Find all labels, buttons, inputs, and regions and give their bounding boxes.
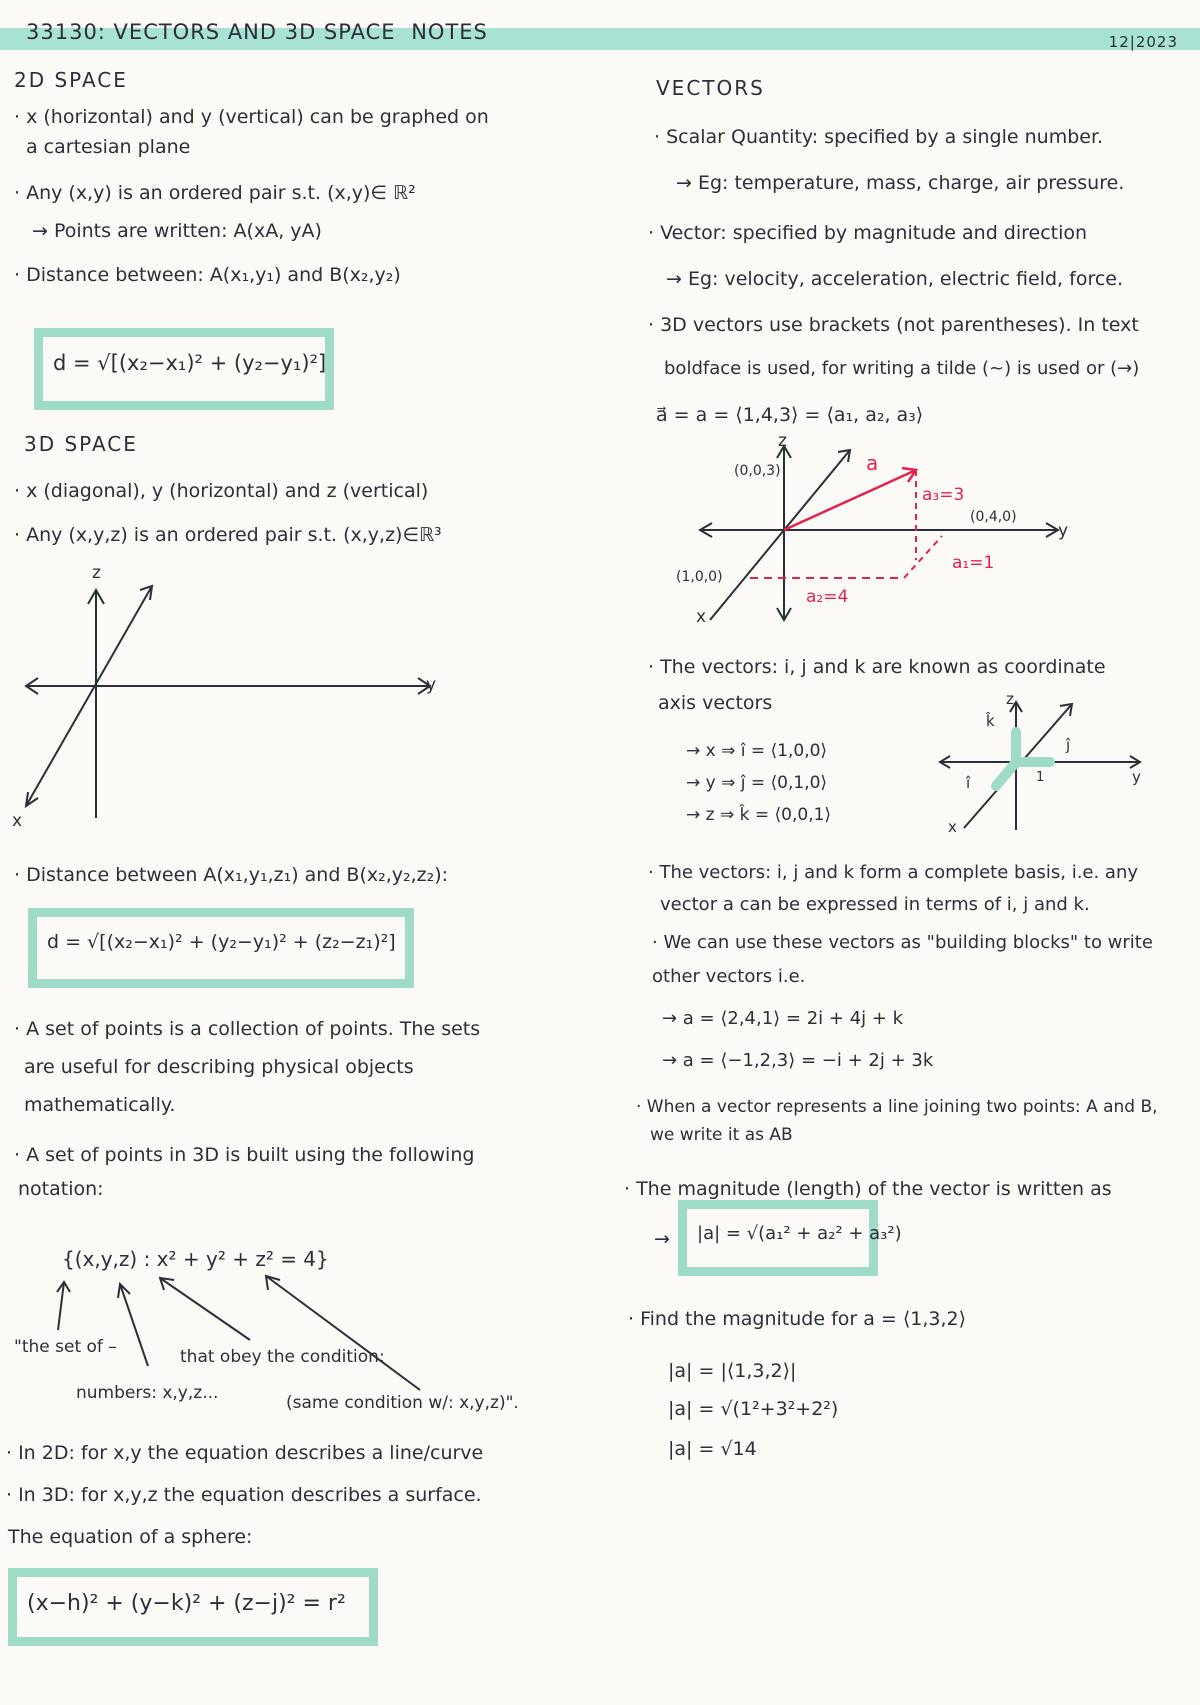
ud-label-one: 1 (1036, 770, 1045, 785)
vectors-intro-2: → Eg: temperature, mass, charge, air pressure. (676, 172, 1125, 194)
d1-a1-label: a₁=1 (952, 553, 995, 573)
magnitude-step-2: |a| = √(1²+3²+2²) (668, 1398, 839, 1420)
page-title (26, 20, 488, 44)
eq-line-2d: · In 2D: for x,y the equation describes a line/curve (6, 1442, 484, 1464)
page-date: 12|2023 (1108, 33, 1178, 51)
unit-line-1: · The vectors: i, j and k are known as coordinate (648, 656, 1106, 678)
eq-line-sphere: The equation of a sphere: (8, 1526, 253, 1548)
annotation-same-condition: (same condition w/: x,y,z)". (286, 1393, 519, 1413)
bullet-2d-5: · Distance between: A(x₁,y₁) and B(x₂,y₂) (14, 264, 401, 286)
bullet-3d-1: · x (diagonal), y (horizontal) and z (vertical) (14, 480, 429, 502)
vector-a-diagram (660, 430, 1100, 640)
unit-def-j: → y ⇒ ĵ = ⟨0,1,0⟩ (686, 773, 828, 793)
sets-line-1: · A set of points is a collection of points. The sets (14, 1018, 481, 1040)
notation-line-2: notation: (18, 1178, 104, 1200)
ud-label-k: k̂ (986, 712, 995, 730)
annotation-set-of: "the set of – (14, 1337, 117, 1357)
vectors-intro-4: → Eg: velocity, acceleration, electric field, force. (666, 268, 1124, 290)
bullet-3d-2: · Any (x,y,z) is an ordered pair s.t. (x,y,z)∈ℝ³ (14, 524, 442, 546)
magnitude-step-1: |a| = |⟨1,3,2⟩| (668, 1360, 797, 1382)
basis-line-2: vector a can be expressed in terms of i, j and k. (660, 894, 1090, 915)
ud-label-i: î (966, 774, 971, 792)
vectors-intro-1: · Scalar Quantity: specified by a single number. (654, 126, 1104, 148)
formula-box-magnitude: |a| = √(a₁² + a₂² + a₃²) (678, 1200, 878, 1276)
set-builder-expression: {(x,y,z) : x² + y² + z² = 4} (62, 1247, 329, 1271)
magnitude-line: · The magnitude (length) of the vector is written as (624, 1178, 1112, 1200)
basis-example-1: → a = ⟨2,4,1⟩ = 2i + 4j + k (662, 1008, 904, 1029)
annotation-obey: that obey the condition: (180, 1347, 385, 1367)
bullet-2d-2: a cartesian plane (26, 136, 191, 158)
d1-label-z: z (778, 431, 787, 451)
eq-line-3d: · In 3D: for x,y,z the equation describes a surface. (6, 1484, 482, 1506)
notes-tag: NOTES (411, 20, 488, 44)
x-axis-line (26, 586, 152, 806)
d1-label-y: y (1058, 521, 1069, 541)
basis-line-ab-1: · When a vector represents a line joining two points: A and B, (636, 1097, 1158, 1117)
annotation-numbers: numbers: x,y,z... (76, 1383, 219, 1403)
d1-a2-label: a₂=4 (806, 587, 849, 607)
sets-line-3: mathematically. (24, 1094, 176, 1116)
ud-label-y: y (1132, 768, 1141, 786)
magnitude-step-3: |a| = √14 (668, 1438, 757, 1460)
title-text: 33130: VECTORS AND 3D SPACE (26, 20, 396, 44)
unit-def-k: → z ⇒ k̂ = ⟨0,0,1⟩ (686, 805, 832, 825)
formula-box-2d-distance: d = √[(x₂−x₁)² + (y₂−y₁)²] (34, 328, 334, 410)
basis-line-1: · The vectors: i, j and k form a complete basis, i.e. any (648, 862, 1139, 883)
vectors-intro-3: · Vector: specified by magnitude and direction (648, 222, 1088, 244)
d1-a3-label: a₃=3 (922, 485, 965, 505)
basis-line-3: · We can use these vectors as "building blocks" to write (652, 932, 1153, 953)
ud-label-x: x (948, 818, 957, 836)
unit-def-i: → x ⇒ î = ⟨1,0,0⟩ (686, 741, 828, 761)
heading-3d-space: 3D SPACE (24, 432, 138, 456)
formula-box-3d-distance: d = √[(x₂−x₁)² + (y₂−y₁)² + (z₂−z₁)²] (28, 908, 414, 988)
axis-label-x: x (12, 811, 23, 831)
basis-line-ab-2: we write it as AB (650, 1125, 793, 1145)
d1-label-x: x (696, 607, 707, 627)
d1-point-040: (0,4,0) (970, 509, 1017, 525)
vector-definition-a: a⃗ = a = ⟨1,4,3⟩ = ⟨a₁, a₂, a₃⟩ (656, 404, 924, 426)
bullet-2d-4: → Points are written: A(xA, yA) (32, 220, 322, 242)
ud-label-z: z (1006, 690, 1014, 708)
bullet-2d-3: · Any (x,y) is an ordered pair s.t. (x,y)∈ ℝ² (14, 182, 416, 204)
distance-3d-text: · Distance between A(x₁,y₁,z₁) and B(x₂,y₂,z₂): (14, 864, 449, 886)
heading-2d-space: 2D SPACE (14, 68, 128, 92)
vectors-intro-5: · 3D vectors use brackets (not parentheses). In text (648, 314, 1139, 336)
axes-3d-diagram (0, 560, 480, 850)
axis-label-z: z (92, 563, 101, 583)
magnitude-find: · Find the magnitude for a = ⟨1,3,2⟩ (628, 1308, 967, 1330)
bullet-2d-1: · x (horizontal) and y (vertical) can be graphed on (14, 106, 489, 128)
d1-vector-label: a (866, 451, 879, 475)
unit-line-2: axis vectors (658, 692, 773, 714)
heading-vectors: VECTORS (656, 76, 765, 100)
d1-vector-a (784, 470, 916, 530)
unit-vector-diagram (930, 690, 1150, 840)
basis-line-4: other vectors i.e. (652, 966, 806, 987)
axis-label-y: y (426, 675, 437, 695)
d1-point-003: (0,0,3) (734, 463, 781, 479)
vectors-intro-6: boldface is used, for writing a tilde (~) is used or (→) (664, 358, 1140, 379)
ud-label-j: ĵ (1066, 736, 1071, 754)
magnitude-arrow: → (654, 1228, 670, 1250)
formula-box-sphere: (x−h)² + (y−k)² + (z−j)² = r² (8, 1568, 378, 1646)
basis-example-2: → a = ⟨−1,2,3⟩ = −i + 2j + 3k (662, 1050, 934, 1071)
notation-line-1: · A set of points in 3D is built using the following (14, 1144, 475, 1166)
d1-point-100: (1,0,0) (676, 569, 723, 585)
sets-line-2: are useful for describing physical objects (24, 1056, 414, 1078)
